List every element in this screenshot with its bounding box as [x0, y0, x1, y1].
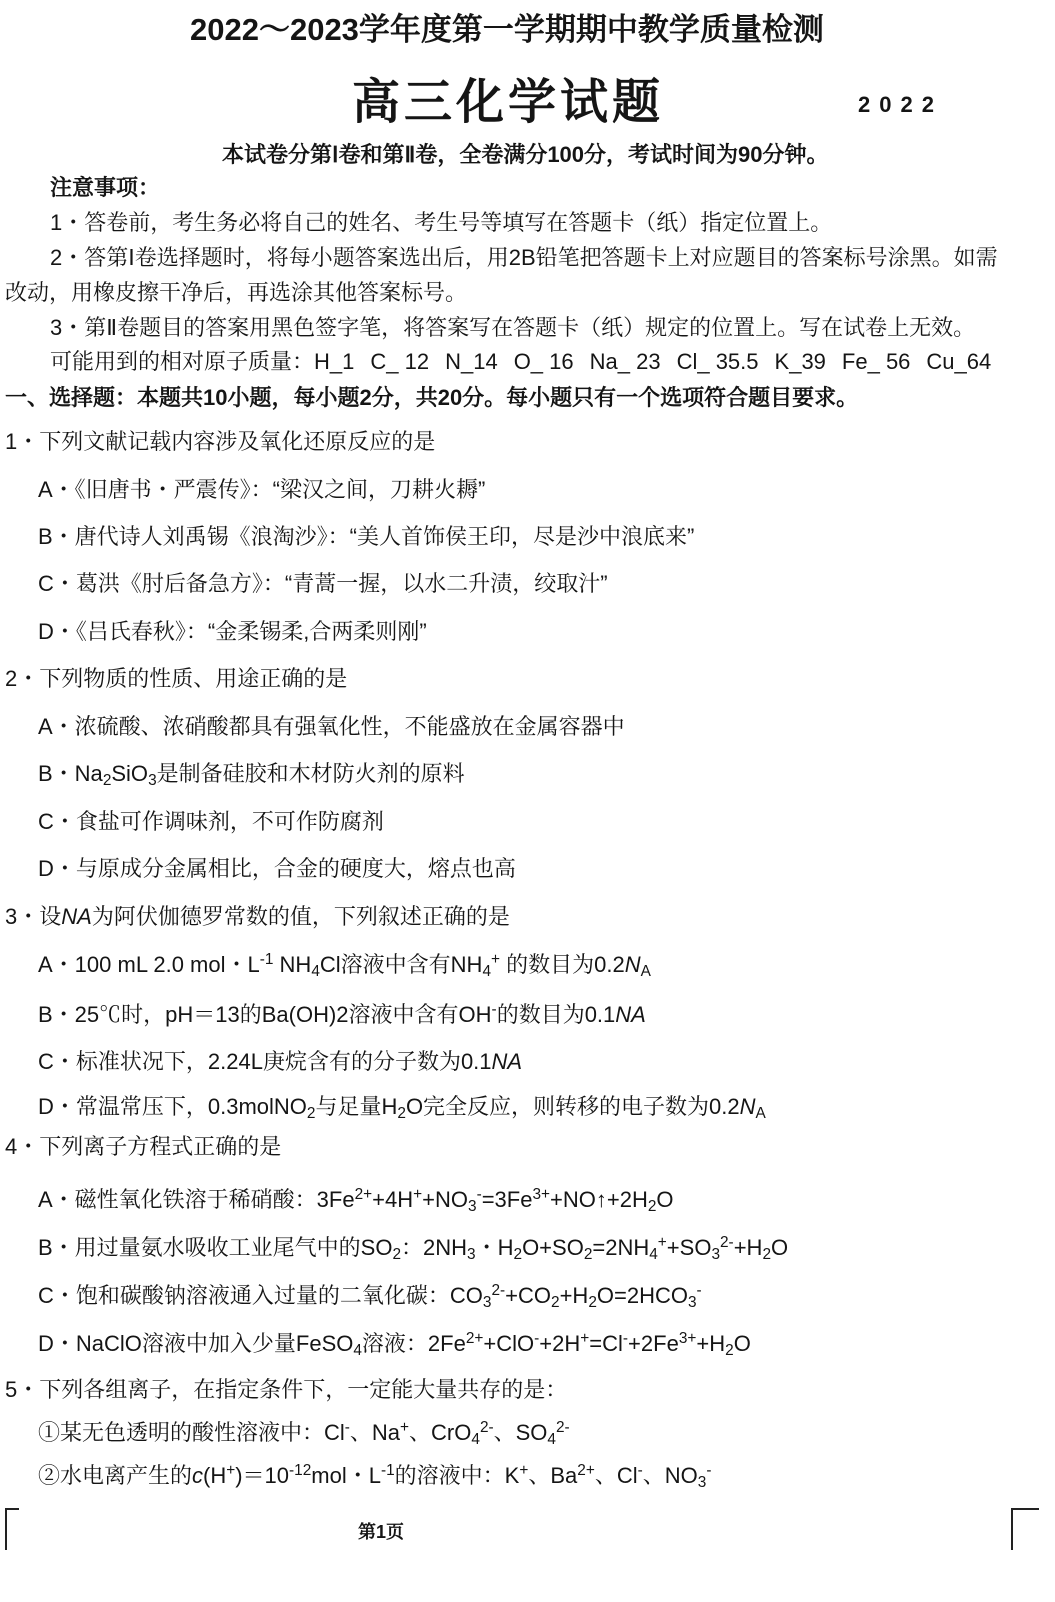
question-3-option-a [38, 950, 651, 980]
question-2-option-d [38, 854, 516, 884]
text-run: B・唐代诗人刘禹锡《浪淘沙》：“美人首饰侯王印，尽是沙中浪底来” [38, 524, 695, 549]
atomic-mass-cl: Cl_ 35.5 [676, 349, 759, 374]
notice-item-3: 3・第Ⅱ卷题目的答案用黑色签字笔，将答案写在答题卡（纸）规定的位置上。写在试卷上无效。 [50, 315, 976, 340]
question-1-option-c [38, 569, 608, 599]
superscript: - [637, 1461, 643, 1479]
subscript: 4 [482, 962, 491, 980]
subscript: 4 [311, 962, 320, 980]
italic-symbol: NA [615, 1002, 646, 1027]
text-run: +NO↑+2H [550, 1187, 648, 1212]
italic-symbol: NA [491, 1049, 523, 1074]
atomic-mass-h: H_1 [314, 349, 355, 374]
subscript: 3 [468, 1197, 477, 1215]
superscript: 2+ [465, 1329, 484, 1347]
question-4-option-c [38, 1281, 702, 1311]
question-3-option-d [38, 1092, 766, 1122]
section-1-heading: 一、选择题：本题共10小题，每小题2分，共20分。每小题只有一个选项符合题目要求。 [5, 385, 859, 410]
text-run: NH [273, 952, 312, 977]
crop-mark-left [5, 1508, 19, 1550]
text-run: 4・下列离子方程式正确的是 [5, 1134, 282, 1159]
text-run: 5・下列各组离子，在指定条件下，一定能大量共存的是： [5, 1377, 568, 1402]
superscript: 3+ [532, 1185, 551, 1203]
text-run: =2NH [592, 1235, 650, 1260]
text-run: =Cl [589, 1331, 623, 1356]
text-run: 、CrO [409, 1420, 472, 1445]
text-run: =3Fe [481, 1187, 533, 1212]
text-run: 的溶液中：K [394, 1463, 520, 1488]
superscript: -1 [380, 1461, 395, 1479]
subscript: 3 [467, 1245, 476, 1263]
subscript: 2 [397, 1104, 406, 1122]
question-5-statement-2 [38, 1461, 711, 1491]
exam-subject-title: 高三化学试题 [352, 76, 665, 129]
question-4-option-d [38, 1329, 751, 1359]
text-run: A・100 mL 2.0 mol・L [38, 952, 260, 977]
text-run: A・浓硫酸、浓硝酸都具有强氧化性，不能盛放在金属容器中 [38, 714, 625, 739]
page-number: 第1页 [358, 1522, 405, 1542]
year-mark: 2022 [858, 92, 943, 117]
subscript: 2 [725, 1341, 734, 1359]
question-1-option-b [38, 522, 694, 552]
text-run: D・《吕氏春秋》：“金柔锡柔,合两柔则刚” [38, 619, 427, 644]
question-4-option-b [38, 1233, 788, 1263]
subscript: 4 [471, 1430, 480, 1448]
exam-intro: 本试卷分第Ⅰ卷和第Ⅱ卷，全卷满分100分，考试时间为90分钟。 [222, 142, 829, 167]
atomic-mass-o: O_ 16 [513, 349, 574, 374]
italic-symbol: c [192, 1463, 204, 1488]
superscript: 2+ [354, 1185, 373, 1203]
subscript: 2 [588, 1293, 597, 1311]
question-1-option-d [38, 617, 427, 647]
subscript: 4 [353, 1341, 362, 1359]
text-run: +SO [666, 1235, 712, 1260]
text-run: 、Ba [528, 1463, 578, 1488]
subscript: 3 [697, 1473, 707, 1491]
text-run: +4H [372, 1187, 414, 1212]
question-5-statement-1 [38, 1418, 570, 1448]
text-run: 、SO [493, 1420, 548, 1445]
text-run: SiO [111, 761, 149, 786]
text-run: O完全反应，则转移的电子数为0.2 [405, 1094, 740, 1119]
atomic-mass-c: C_ 12 [370, 349, 430, 374]
text-run: B・Na [38, 761, 103, 786]
question-5-stem [5, 1375, 567, 1405]
superscript: 3+ [678, 1329, 697, 1347]
question-2-option-a [38, 712, 625, 742]
subscript: 2 [762, 1245, 771, 1263]
superscript: + [400, 1418, 410, 1436]
superscript: -12 [289, 1461, 312, 1479]
italic-symbol: N [624, 952, 641, 977]
subscript: 2 [392, 1245, 402, 1263]
text-run: D・与原成分金属相比，合金的硬度大，熔点也高 [38, 856, 516, 881]
text-run: 3・设 [5, 904, 62, 929]
question-3-stem [5, 902, 510, 932]
atomic-mass-na: Na_ 23 [589, 349, 661, 374]
subscript: 3 [687, 1293, 697, 1311]
text-run: +2Fe [628, 1331, 679, 1356]
subscript: 3 [482, 1293, 492, 1311]
question-4-option-a [38, 1185, 674, 1215]
atomic-mass-fe: Fe_ 56 [841, 349, 911, 374]
text-run: 、Na [349, 1420, 401, 1445]
subscript: 2 [583, 1245, 593, 1263]
superscript: 2- [491, 1281, 506, 1299]
text-run: +H [559, 1283, 589, 1308]
text-run: 、NO [642, 1463, 698, 1488]
text-run: ：2NH [401, 1235, 468, 1260]
text-run: O [733, 1331, 751, 1356]
text-run: D・常温常压下，0.3molNO [38, 1094, 307, 1119]
text-run: +2H [539, 1331, 581, 1356]
question-1-stem [5, 427, 435, 457]
superscript: + [519, 1461, 529, 1479]
crop-mark-right [1011, 1508, 1039, 1550]
notice-item-2-line-1: 2・答第Ⅰ卷选择题时，将每小题答案选出后，用2B铅笔把答题卡上对应题目的答案标号涂黑。如需 [50, 245, 998, 270]
text-run: (H [203, 1463, 227, 1488]
text-run: )＝10 [235, 1463, 290, 1488]
text-run: 的数目为0.2 [500, 952, 625, 977]
subscript: 2 [306, 1104, 316, 1122]
subscript: 2 [102, 771, 112, 789]
text-run: O+SO [522, 1235, 584, 1260]
superscript: 2+ [577, 1461, 595, 1479]
subscript: 2 [647, 1197, 657, 1215]
superscript: - [344, 1418, 350, 1436]
superscript: - [491, 1000, 497, 1018]
text-run: A・《旧唐书・严震传》：“梁汉之间，刀耕火耨” [38, 477, 486, 502]
text-run: C・饱和碳酸钠溶液通入过量的二氧化碳：CO [38, 1283, 483, 1308]
text-run: O=2HCO [596, 1283, 688, 1308]
superscript: + [491, 950, 500, 968]
subscript: 3 [711, 1245, 720, 1263]
text-run: 与足量H [315, 1094, 398, 1119]
question-1-option-a [38, 475, 485, 505]
text-run: C・食盐可作调味剂，不可作防腐剂 [38, 809, 384, 834]
text-run: +H [733, 1235, 763, 1260]
text-run: B・用过量氨水吸收工业尾气中的SO [38, 1235, 393, 1260]
superscript: 2- [720, 1233, 734, 1251]
text-run: mol・L [311, 1463, 381, 1488]
italic-symbol: N [739, 1094, 756, 1119]
superscript: + [413, 1185, 423, 1203]
superscript: - [696, 1281, 702, 1299]
notice-item-2-line-2: 改动，用橡皮擦干净后，再选涂其他答案标号。 [5, 280, 468, 305]
text-run: C・标准状况下，2.24L庚烷含有的分子数为0.1 [38, 1049, 492, 1074]
subscript: 2 [551, 1293, 560, 1311]
text-run: +H [696, 1331, 726, 1356]
text-run: 2・下列物质的性质、用途正确的是 [5, 666, 348, 691]
subscript: A [640, 962, 651, 980]
superscript: - [706, 1461, 712, 1479]
text-run: 溶液：2Fe [361, 1331, 466, 1356]
question-3-option-c [38, 1047, 522, 1077]
superscript: + [226, 1461, 236, 1479]
text-run: ②水电离产生的 [38, 1463, 193, 1488]
superscript: + [657, 1233, 667, 1251]
atomic-mass-n: N_14 [445, 349, 498, 374]
question-2-stem [5, 664, 347, 694]
superscript: - [622, 1329, 629, 1347]
question-2-option-b [38, 759, 465, 789]
superscript: 2- [479, 1418, 494, 1436]
text-run: 是制备硅胶和木材防火剂的原料 [156, 761, 465, 786]
text-run: +NO [422, 1187, 468, 1212]
subscript: 4 [649, 1245, 658, 1263]
question-2-option-c [38, 807, 384, 837]
subscript: 4 [547, 1430, 556, 1448]
text-run: +ClO [483, 1331, 535, 1356]
superscript: -1 [259, 950, 274, 968]
atomic-mass-k: K_39 [774, 349, 826, 374]
atomic-masses-line [50, 347, 991, 377]
superscript: + [580, 1329, 590, 1347]
subscript: A [755, 1104, 766, 1122]
text-run: B・25℃时，pH＝13的Ba(OH)2溶液中含有OH [38, 1002, 492, 1027]
text-run: Cl溶液中含有NH [319, 952, 483, 977]
text-run: 的数目为0.1 [496, 1002, 616, 1027]
notice-heading: 注意事项： [50, 175, 161, 200]
text-run: +CO [505, 1283, 551, 1308]
atomic-masses-label: 可能用到的相对原子质量： [50, 349, 315, 374]
superscript: 2- [555, 1418, 570, 1436]
text-run: 1・下列文献记载内容涉及氧化还原反应的是 [5, 429, 436, 454]
notice-item-1: 1・答卷前，考生务必将自己的姓名、考生号等填写在答题卡（纸）指定位置上。 [50, 210, 833, 235]
subscript: 2 [513, 1245, 523, 1263]
atomic-mass-cu: Cu_64 [926, 349, 992, 374]
superscript: - [476, 1185, 482, 1203]
text-run: 为阿伏伽德罗常数的值，下列叙述正确的是 [91, 904, 510, 929]
text-run: ①某无色透明的酸性溶液中：Cl [38, 1420, 345, 1445]
text-run: A・磁性氧化铁溶于稀硝酸：3Fe [38, 1187, 355, 1212]
subscript: 3 [148, 771, 157, 789]
text-run: 、Cl [594, 1463, 638, 1488]
text-run: O [656, 1187, 674, 1212]
text-run: D・NaClO溶液中加入少量FeSO [38, 1331, 354, 1356]
text-run: C・葛洪《肘后备急方》：“青蒿一握，以水二升渍，绞取汁” [38, 571, 608, 596]
text-run: O [771, 1235, 789, 1260]
question-3-option-b [38, 1000, 646, 1030]
superscript: - [534, 1329, 540, 1347]
italic-symbol: NA [61, 904, 92, 929]
question-4-stem [5, 1132, 281, 1162]
text-run: ・H [475, 1235, 514, 1260]
exam-title: 2022～2023学年度第一学期期中教学质量检测 [190, 12, 824, 47]
